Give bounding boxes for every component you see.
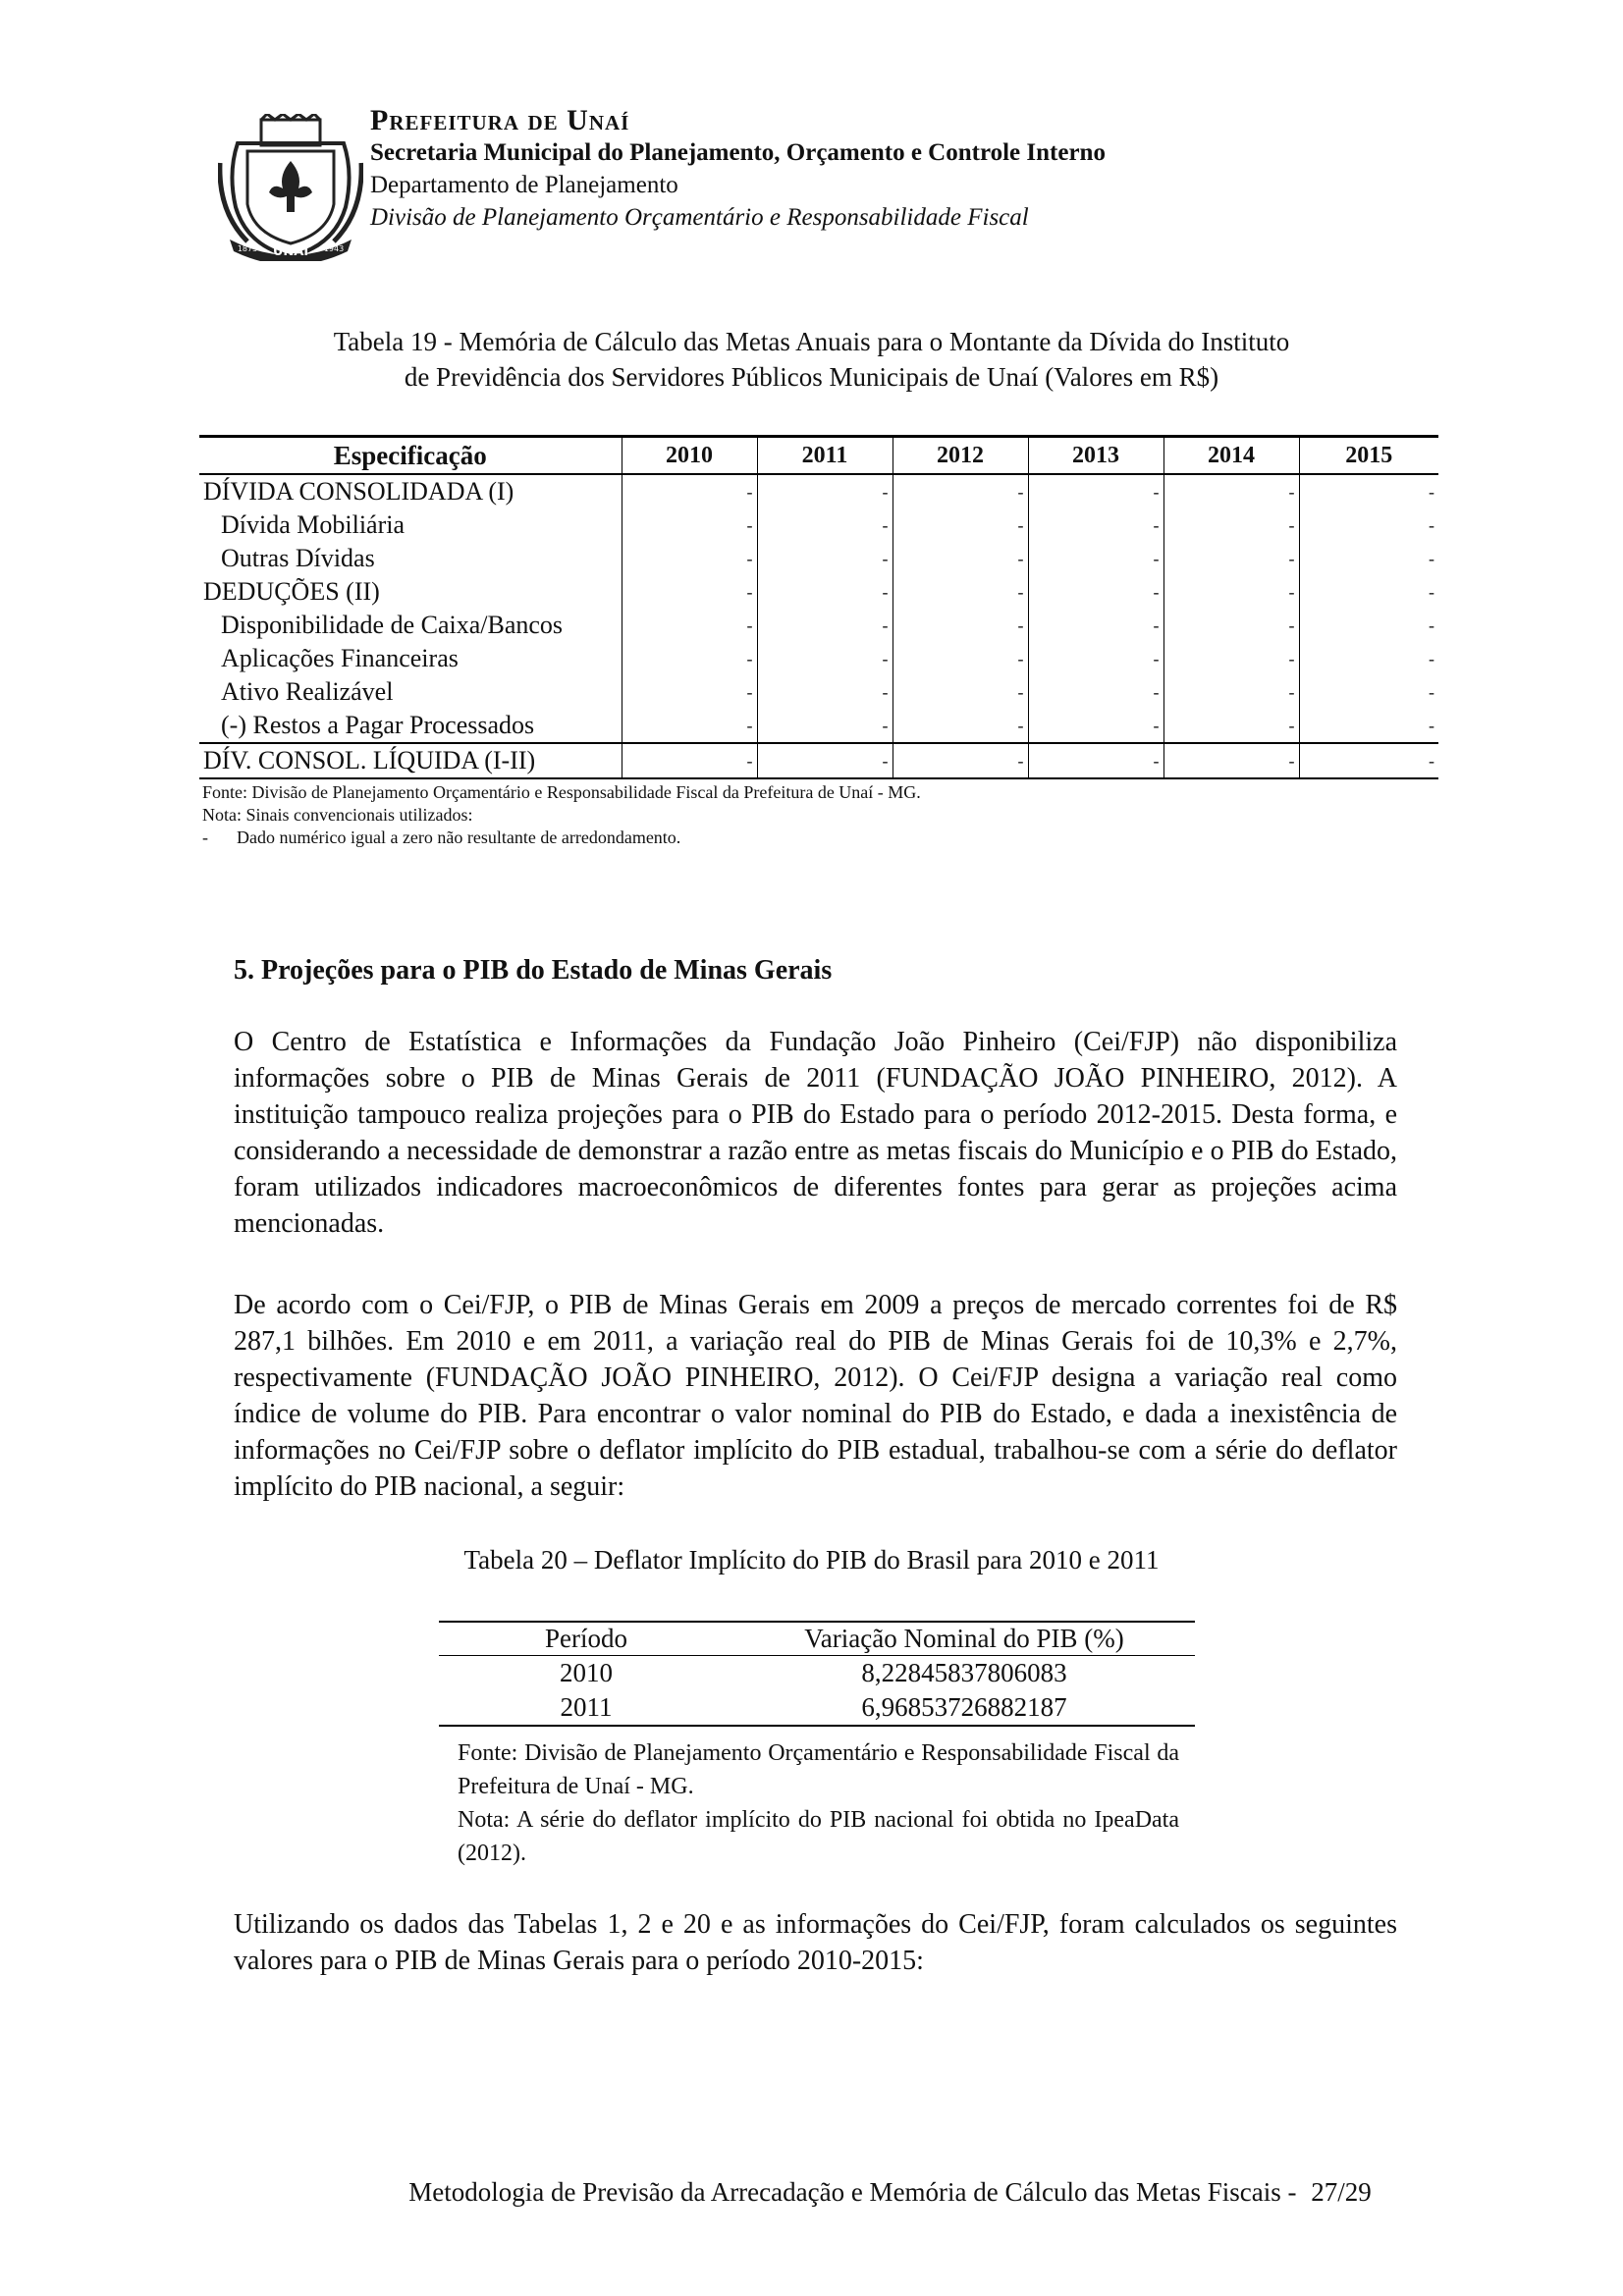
table-row [199,575,1438,609]
table-row [199,609,1438,642]
table20-value: 8,22845837806083 [861,1658,1067,1687]
table-cell: - [1028,575,1163,609]
table-cell: - [1299,609,1438,642]
table-cell: - [893,508,1028,542]
table-cell: - [757,542,893,575]
crest-year-left: 1873 [237,244,258,253]
table-cell: - [1299,642,1438,675]
table20-caption: Tabela 20 – Deflator Implícito do PIB do Brasil para 2010 e 2011 [463,1545,1160,1575]
table-cell: - [893,575,1028,609]
table-cell: - [1299,743,1438,778]
table19-header: 2014 [1163,437,1299,475]
table-cell: - [757,609,893,642]
table-cell: - [1028,642,1163,675]
row-label: DÍV. CONSOL. LÍQUIDA (I-II) [199,743,622,778]
table-cell: - [893,609,1028,642]
table-cell: - [757,642,893,675]
table19-source: Fonte: Divisão de Planejamento Orçamentário e Responsabilidade Fiscal da Prefeitura de Unaí - MG. [202,782,921,802]
section-heading: 5. Projeções para o PIB do Estado de Minas Gerais [234,955,833,986]
table19-header-row [199,437,1438,475]
table-row [199,474,1438,508]
table20-period: 2010 [560,1658,613,1687]
table20-header: Período [439,1622,733,1656]
municipal-crest-logo [218,114,363,261]
table-cell: - [1299,709,1438,743]
table20-header-row [439,1622,1195,1656]
table-cell: - [1299,474,1438,508]
table-cell: - [893,675,1028,709]
table-cell: - [1163,642,1299,675]
org-name: Prefeitura de Unaí [370,104,630,136]
table20-source: Fonte: Divisão de Planejamento Orçamentário e Responsabilidade Fiscal da Prefeitura de Unaí - MG. [458,1740,1179,1799]
table-cell: - [757,743,893,778]
crest-text: UNAÍ [272,244,309,259]
table19-notes [202,781,1184,849]
table-cell: - [1163,743,1299,778]
paragraph-3: Utilizando os dados das Tabelas 1, 2 e 20 e as informações do Cei/FJP, foram calculados os seguintes valores para o PIB de Minas Gerais para o período 2010-2015: [234,1909,1397,1976]
table19-note: Nota: Sinais convencionais utilizados: [202,805,473,825]
table-cell: - [893,542,1028,575]
table19-caption [196,324,1427,395]
table-cell: - [1299,542,1438,575]
table-cell: - [893,709,1028,743]
table-cell: - [622,709,757,743]
table-row [199,675,1438,709]
paragraph-2: De acordo com o Cei/FJP, o PIB de Minas Gerais em 2009 a preços de mercado correntes foi de R$ 287,1 bilhões. Em 2010 e em 2011, a variação real do PIB de Minas Gerais foi de 10,3% e 2,7%, respectivamente (FUNDAÇÃO JOÃO PINHEIRO, 2012). O Cei/FJP designa a variação real como índice de volume do PIB. Para encontrar o valor nominal do PIB do Estado, e dada a inexistência de informações no Cei/FJP sobre o deflator implícito do PIB estadual, trabalhou-se com a série do deflator implícito do PIB nacional, a seguir: [234,1290,1397,1502]
table-cell: - [1299,575,1438,609]
table-cell: - [622,575,757,609]
table-cell: - [893,642,1028,675]
table19-header: 2015 [1299,437,1438,475]
row-label: Dívida Mobiliária [221,510,406,539]
table20-value: 6,96853726882187 [733,1690,1195,1726]
table-cell: - [1028,542,1163,575]
table-cell: - [757,508,893,542]
table-row [439,1656,1195,1691]
table19-dash-legend [202,827,1184,849]
row-label: DÍVIDA CONSOLIDADA (I) [203,477,514,506]
table-cell: - [1163,709,1299,743]
footer-text: Metodologia de Previsão da Arrecadação e Memória de Cálculo das Metas Fiscais - [408,2177,1297,2207]
table-cell: - [1163,508,1299,542]
page-footer [0,2177,1623,2208]
table-cell: - [1163,474,1299,508]
table19-header: 2010 [622,437,757,475]
crest-year-right: 1943 [323,244,345,253]
table-row [199,709,1438,743]
table-cell: - [1028,609,1163,642]
table-cell: - [1163,609,1299,642]
table19-header: 2012 [893,437,1028,475]
dash-meaning: Dado numérico igual a zero não resultante de arredondamento. [237,828,681,847]
table-cell: - [622,508,757,542]
table20-note: Nota: A série do deflator implícito do PIB nacional foi obtida no IpeaData (2012). [458,1807,1179,1866]
table-cell: - [622,675,757,709]
row-label: DEDUÇÕES (II) [203,577,380,606]
table-cell: - [893,743,1028,778]
table-cell: - [1028,508,1163,542]
table-cell: - [1028,709,1163,743]
table19-header: 2011 [757,437,893,475]
paragraph-1: O Centro de Estatística e Informações da Fundação João Pinheiro (Cei/FJP) não disponibiliza informações sobre o PIB de Minas Gerais de 2011 (FUNDAÇÃO JOÃO PINHEIRO, 2012). A instituição tampouco realiza projeções para o PIB do Estado para o período 2012-2015. Desta forma, e considerando a necessidade de demonstrar a razão entre as metas fiscais do Município e o PIB do Estado, foram utilizados indicadores macroeconômicos de diferentes fontes para gerar as projeções acima mencionadas. [234,1027,1397,1239]
row-label: Outras Dívidas [221,544,375,572]
secretariat-name: Secretaria Municipal do Planejamento, Orçamento e Controle Interno [370,139,1106,166]
table-cell: - [757,709,893,743]
table-cell: - [622,542,757,575]
division-name: Divisão de Planejamento Orçamentário e Responsabilidade Fiscal [370,204,1029,231]
dash-symbol: - [202,828,208,847]
table-row [199,542,1438,575]
table-cell: - [1028,743,1163,778]
table-cell: - [1299,675,1438,709]
department-name: Departamento de Planejamento [370,172,678,198]
table-cell: - [1163,675,1299,709]
table-row [439,1690,1195,1726]
table19-caption-line2: de Previdência dos Servidores Públicos Municipais de Unaí (Valores em R$) [404,362,1219,392]
table-cell: - [1163,575,1299,609]
table-row [199,743,1438,778]
table19-header: Especificação [199,437,622,475]
row-label: Aplicações Financeiras [221,644,459,672]
table-cell: - [1028,474,1163,508]
table20-period: 2011 [439,1690,733,1726]
page-number: 27/29 [1311,2177,1372,2207]
table-row [199,508,1438,542]
table19-caption-line1: Tabela 19 - Memória de Cálculo das Metas Anuais para o Montante da Dívida do Instituto [333,327,1290,356]
table-cell: - [622,743,757,778]
table-cell: - [1163,542,1299,575]
table-cell: - [1299,508,1438,542]
table-cell: - [622,609,757,642]
table-cell: - [757,675,893,709]
letterhead [370,104,1352,234]
row-label: Ativo Realizável [221,677,394,706]
table-cell: - [757,474,893,508]
table20-notes [458,1736,1179,1870]
table-cell: - [893,474,1028,508]
table-cell: - [622,642,757,675]
table19-header: 2013 [1028,437,1163,475]
row-label: (-) Restos a Pagar Processados [221,711,535,739]
table-cell: - [757,575,893,609]
table-cell: - [1028,675,1163,709]
table19 [199,435,1438,779]
table20-header: Variação Nominal do PIB (%) [733,1622,1195,1656]
table-cell: - [622,474,757,508]
table20 [439,1621,1195,1727]
row-label: Disponibilidade de Caixa/Bancos [221,611,564,639]
table-row [199,642,1438,675]
